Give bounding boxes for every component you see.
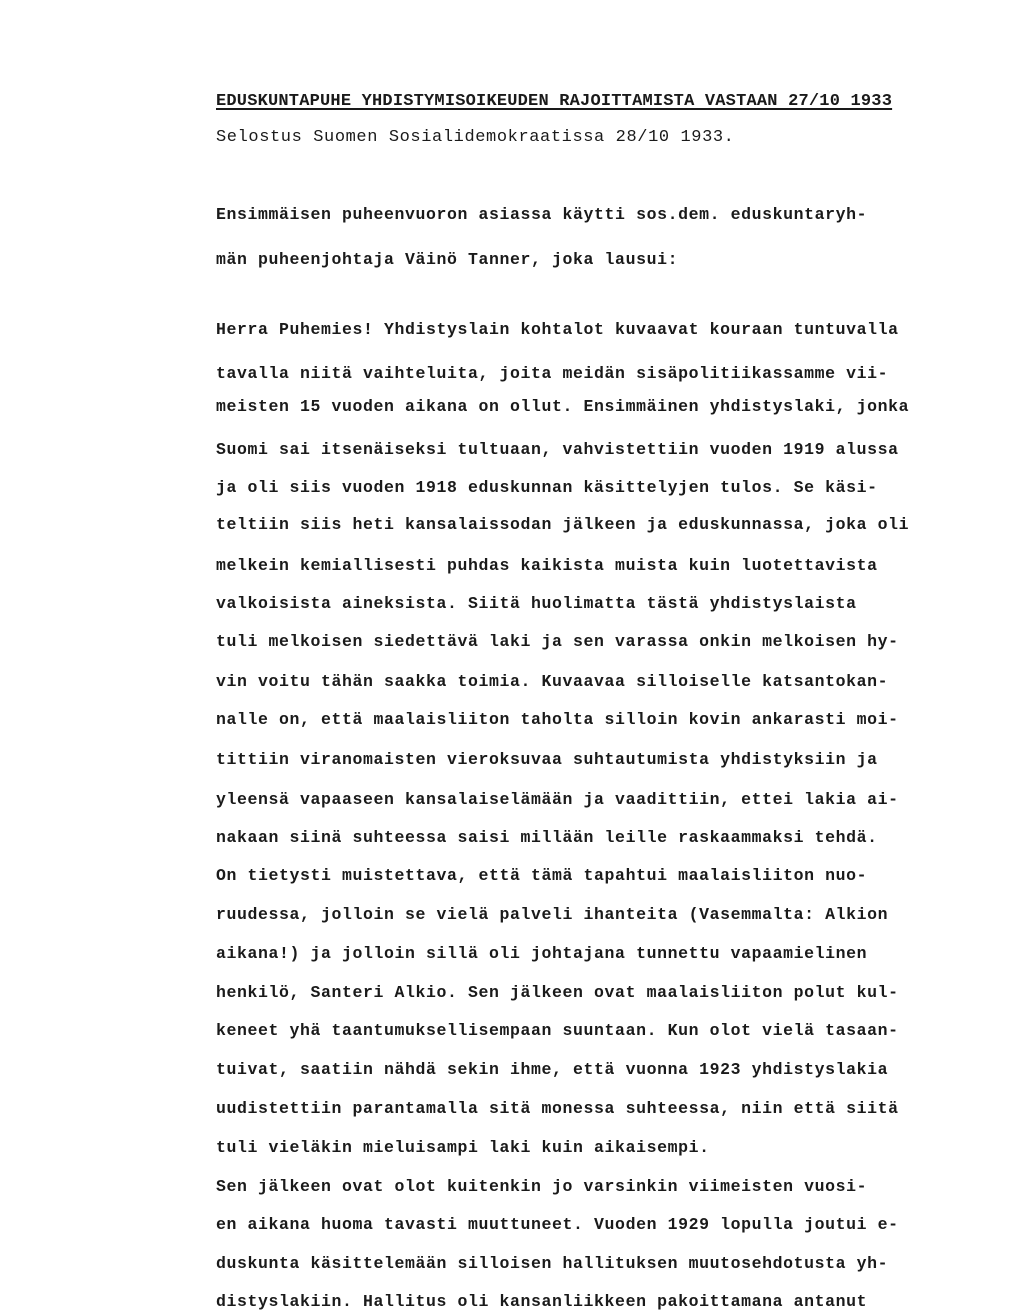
text-line: Herra Puhemies! Yhdistyslain kohtalot kuvaavat kouraan tuntuvalla xyxy=(216,320,899,339)
text-line: vin voitu tähän saakka toimia. Kuvaavaa silloiselle katsantokan- xyxy=(216,672,889,691)
text-line: tuli melkoisen siedettävä laki ja sen varassa onkin melkoisen hy- xyxy=(216,632,899,651)
text-line: Ensimmäisen puheenvuoron asiassa käytti sos.dem. eduskuntaryh- xyxy=(216,205,868,224)
text-line: melkein kemiallisesti puhdas kaikista muista kuin luotettavista xyxy=(216,556,878,575)
text-line: keneet yhä taantumuksellisempaan suuntaan. Kun olot vielä tasaan- xyxy=(216,1021,899,1040)
text-line: teltiin siis heti kansalaissodan jälkeen ja eduskunnassa, joka oli xyxy=(216,515,910,534)
text-line: män puheenjohtaja Väinö Tanner, joka lausui: xyxy=(216,250,679,269)
text-line: uudistettiin parantamalla sitä monessa suhteessa, niin että siitä xyxy=(216,1099,899,1118)
text-line: distyslakiin. Hallitus oli kansanliikkeen pakoittamana antanut xyxy=(216,1292,868,1311)
text-line: Suomi sai itsenäiseksi tultuaan, vahvistettiin vuoden 1919 alussa xyxy=(216,440,899,459)
text-line: Sen jälkeen ovat olot kuitenkin jo varsinkin viimeisten vuosi- xyxy=(216,1177,868,1196)
text-line: duskunta käsittelemään silloisen hallituksen muutosehdotusta yh- xyxy=(216,1254,889,1273)
document-subtitle: Selostus Suomen Sosialidemokraatissa 28/10 1933. xyxy=(216,128,735,147)
text-line: nakaan siinä suhteessa saisi millään leille raskaammaksi tehdä. xyxy=(216,828,878,847)
text-line: yleensä vapaaseen kansalaiselämään ja vaadittiin, ettei lakia ai- xyxy=(216,790,899,809)
text-line: tuli vieläkin mieluisampi laki kuin aikaisempi. xyxy=(216,1138,710,1157)
text-line: valkoisista aineksista. Siitä huolimatta tästä yhdistyslaista xyxy=(216,594,857,613)
text-line: meisten 15 vuoden aikana on ollut. Ensimmäinen yhdistyslaki, jonka xyxy=(216,397,910,416)
document-title: EDUSKUNTAPUHE YHDISTYMISOIKEUDEN RAJOITTAMISTA VASTAAN 27/10 1933 xyxy=(216,92,893,111)
text-line: henkilö, Santeri Alkio. Sen jälkeen ovat maalaisliiton polut kul- xyxy=(216,983,899,1002)
text-line: en aikana huoma tavasti muuttuneet. Vuoden 1929 lopulla joutui e- xyxy=(216,1215,899,1234)
text-line: aikana!) ja jolloin sillä oli johtajana tunnettu vapaamielinen xyxy=(216,944,868,963)
text-line: ruudessa, jolloin se vielä palveli ihanteita (Vasemmalta: Alkion xyxy=(216,905,889,924)
text-line: ja oli siis vuoden 1918 eduskunnan käsittelyjen tulos. Se käsi- xyxy=(216,478,878,497)
text-line: tavalla niitä vaihteluita, joita meidän sisäpolitiikassamme vii- xyxy=(216,364,889,383)
text-line: nalle on, että maalaisliiton taholta silloin kovin ankarasti moi- xyxy=(216,710,899,729)
text-line: tittiin viranomaisten vieroksuvaa suhtautumista yhdistyksiin ja xyxy=(216,750,878,769)
text-line: tuivat, saatiin nähdä sekin ihme, että vuonna 1923 yhdistyslakia xyxy=(216,1060,889,1079)
text-line: On tietysti muistettava, että tämä tapahtui maalaisliiton nuo- xyxy=(216,866,868,885)
